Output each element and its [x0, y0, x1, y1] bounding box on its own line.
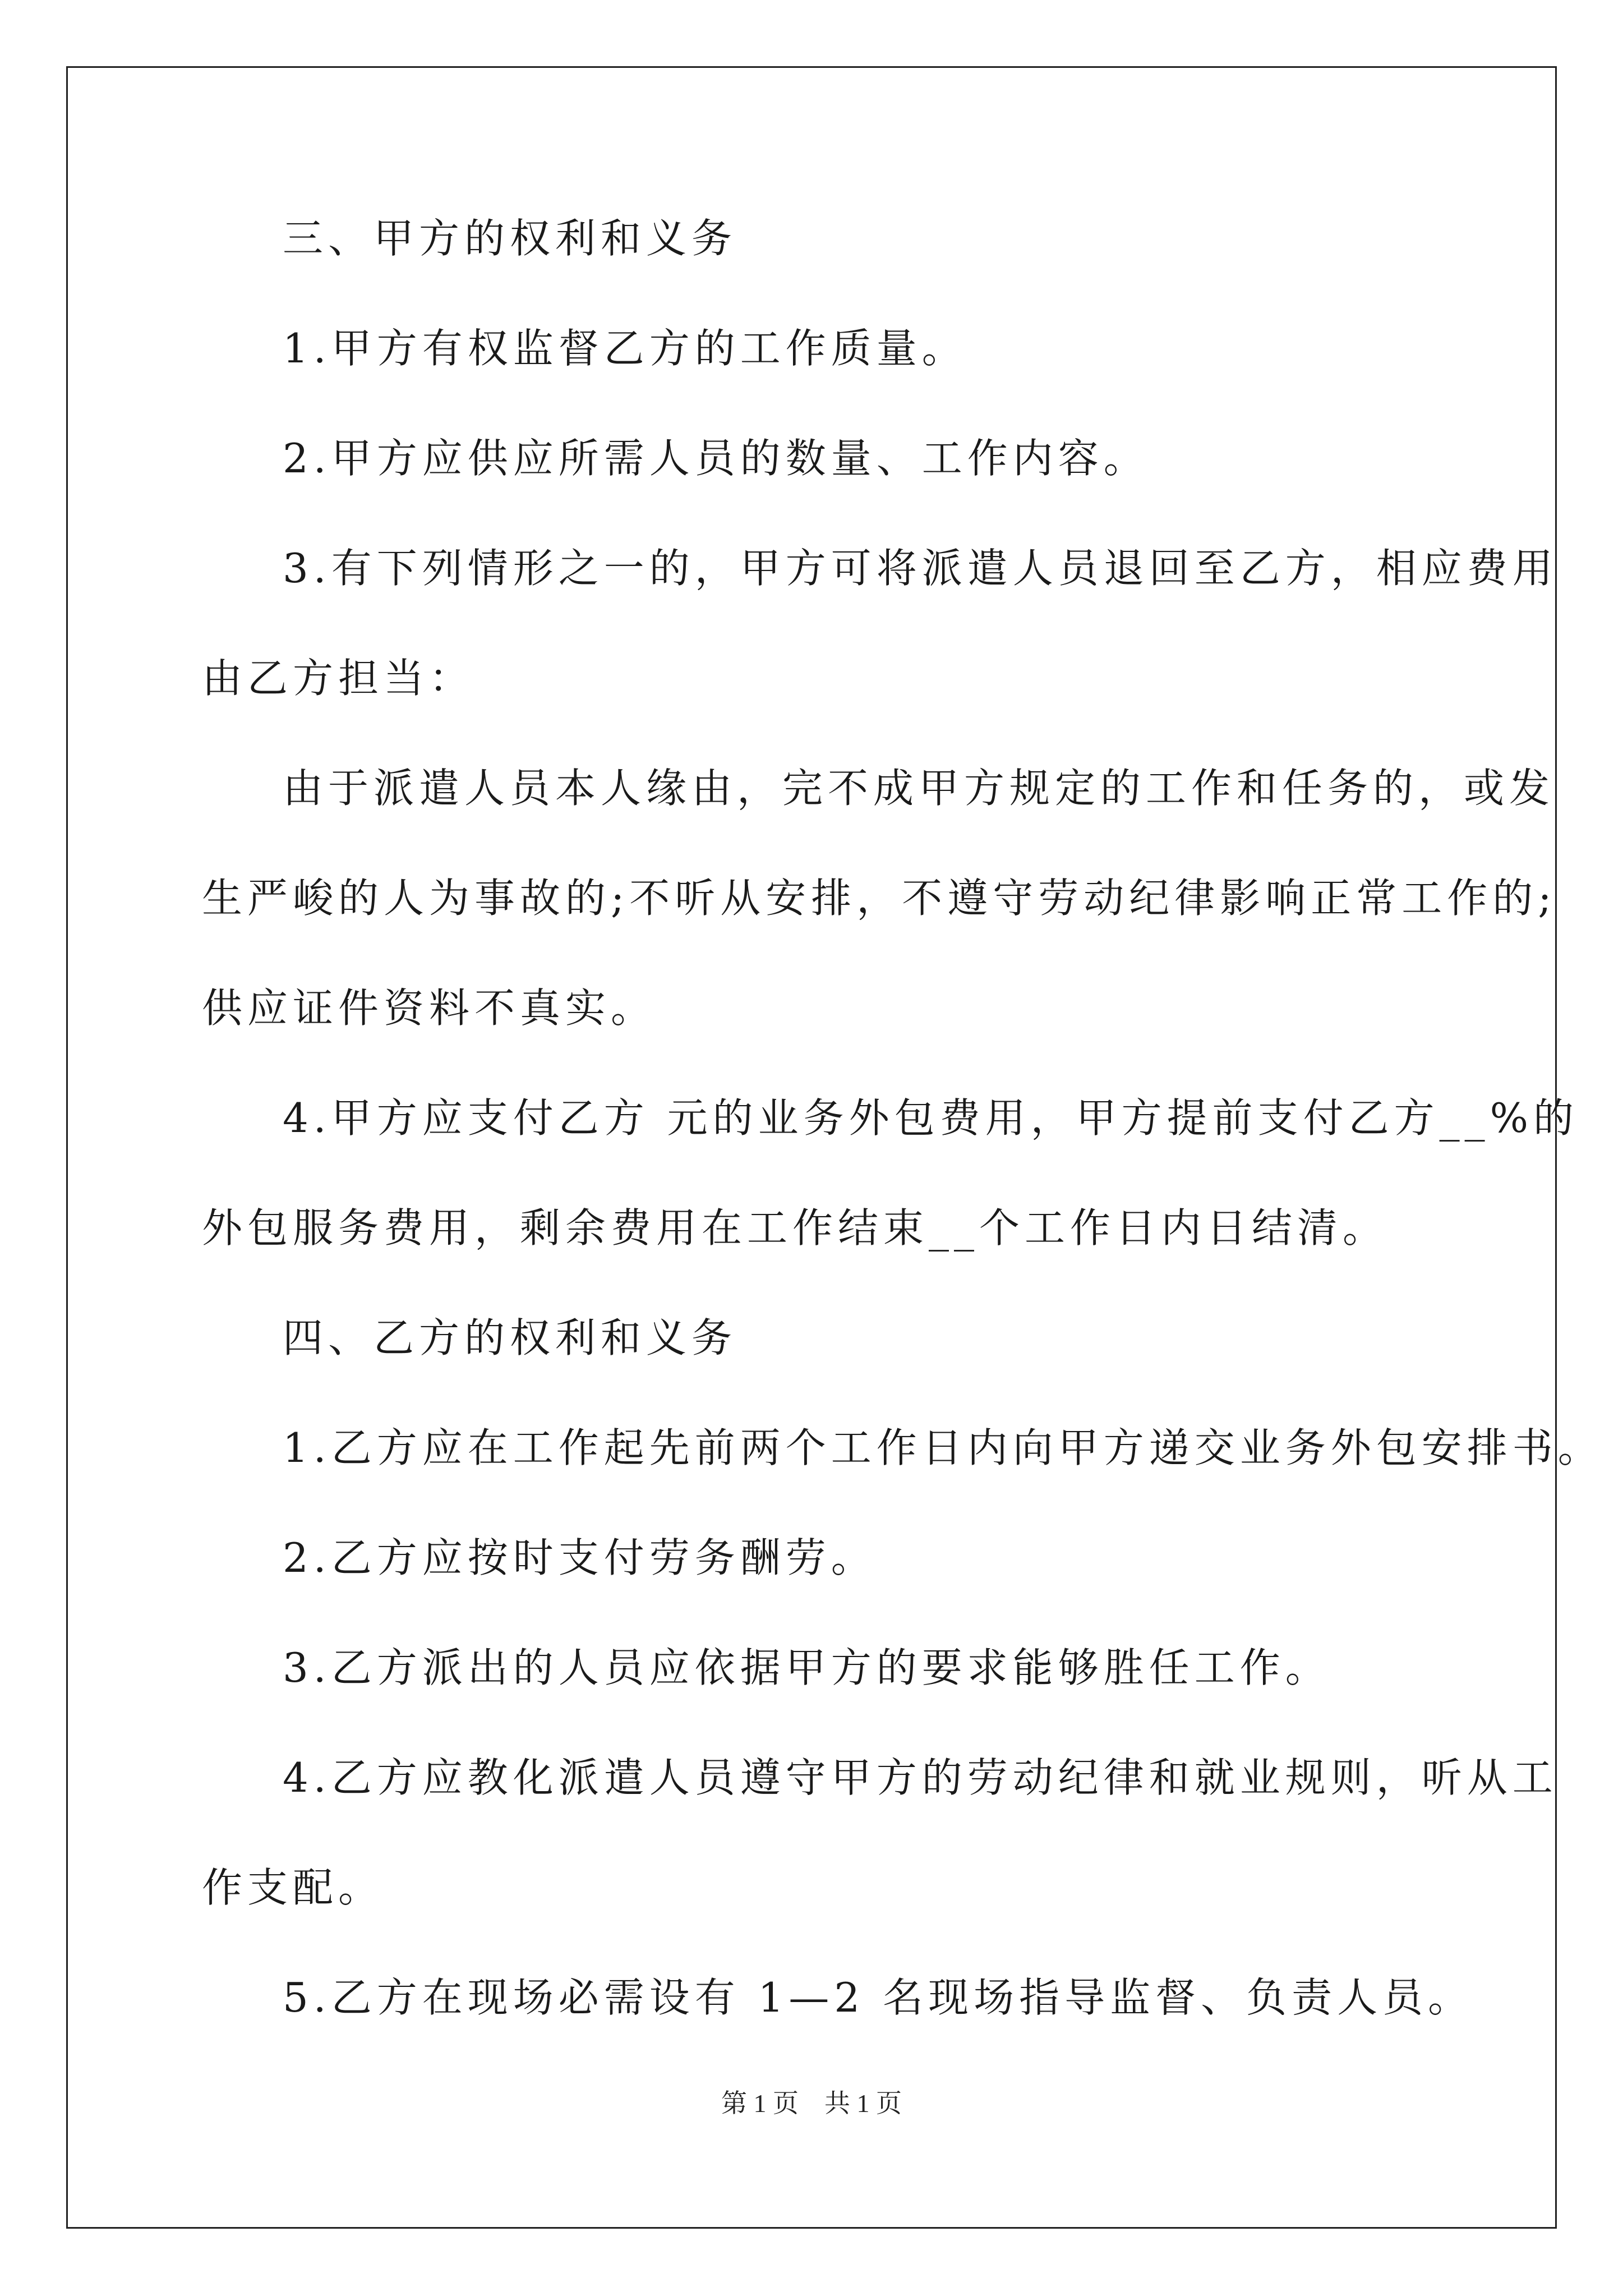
clause-a3-line1: 3.有下列情形之一的，甲方可将派遣人员退回至乙方，相应费用: [283, 545, 1558, 592]
clause-a3-detail-line1: 由于派遣人员本人缘由，完不成甲方规定的工作和任务的，或发: [283, 765, 1555, 812]
clause-a4-line2: 外包服务费用，剩余费用在工作结束__个工作日内日结清。: [202, 1204, 1389, 1251]
clause-a1: 1.甲方有权监督乙方的工作质量。: [283, 325, 967, 372]
clause-b3: 3.乙方派出的人员应依据甲方的要求能够胜任工作。: [283, 1644, 1331, 1691]
clause-b1: 1.乙方应在工作起先前两个工作日内向甲方递交业务外包安排书。: [283, 1424, 1603, 1471]
clause-a3-detail-line2: 生严峻的人为事故的;不听从安排，不遵守劳动纪律影响正常工作的;: [202, 875, 1557, 922]
clause-b4-line2: 作支配。: [202, 1864, 384, 1911]
section-heading-party-a: 三、甲方的权利和义务: [283, 215, 737, 262]
clause-a3-line2: 由乙方担当：: [202, 655, 475, 702]
clause-b2: 2.乙方应按时支付劳务酬劳。: [283, 1534, 877, 1581]
clause-a2: 2.甲方应供应所需人员的数量、工作内容。: [283, 435, 1149, 482]
clause-a4-line1: 4.甲方应支付乙方 元的业务外包费用，甲方提前支付乙方__%的: [283, 1094, 1579, 1142]
page-number: 第 1 页: [721, 2089, 799, 2118]
clause-b4-line1: 4.乙方应教化派遣人员遵守甲方的劳动纪律和就业规则，听从工: [283, 1754, 1558, 1801]
clause-a3-detail-line3: 供应证件资料不真实。: [202, 984, 657, 1032]
page-footer: [0, 2087, 1623, 2120]
clause-b5: 5.乙方在现场必需设有 1—2 名现场指导监督、负责人员。: [283, 1974, 1474, 2021]
page-total: 共 1 页: [824, 2089, 902, 2118]
section-heading-party-b: 四、乙方的权利和义务: [283, 1314, 737, 1361]
